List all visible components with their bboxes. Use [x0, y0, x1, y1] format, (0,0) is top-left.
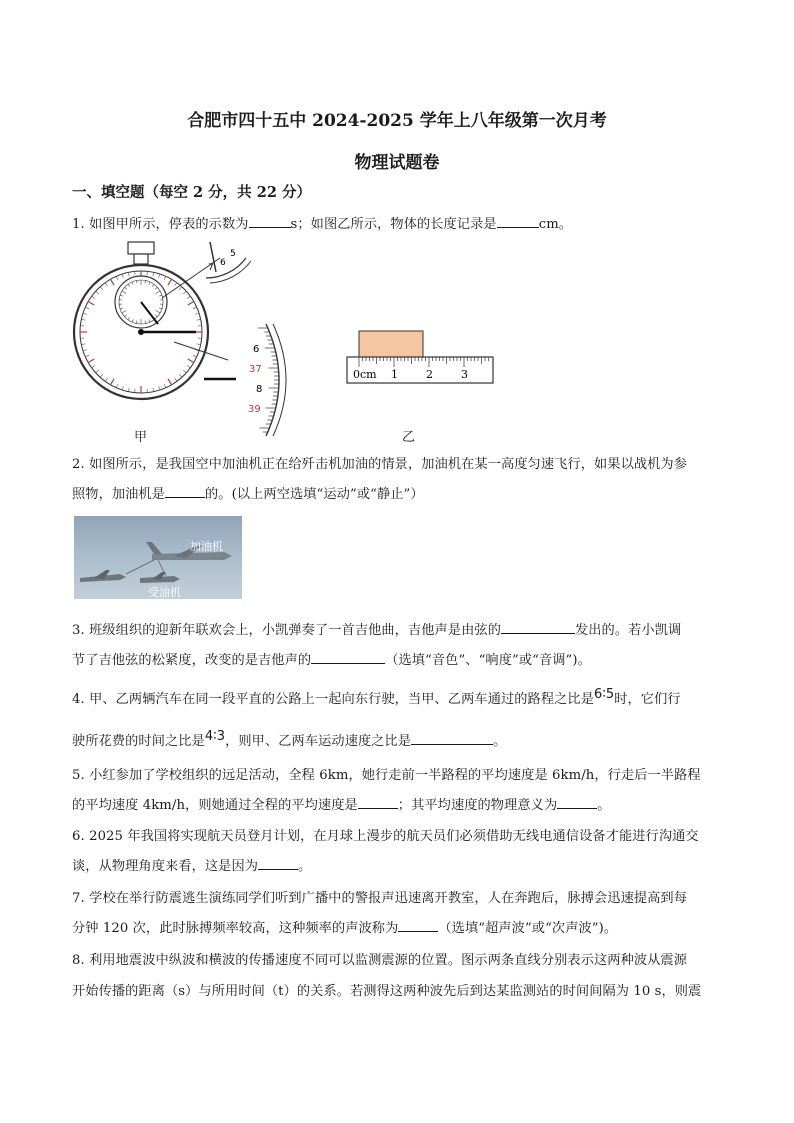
- q6-blank[interactable]: [258, 856, 298, 870]
- question-6-line-2: [72, 855, 724, 874]
- refueling-photo: [74, 516, 242, 599]
- q5-text-a: 的平均速度 4km/h，则她通过全程的平均速度是: [72, 798, 358, 813]
- q3-text-d: （选填“音色”、“响度”或“音调”)。: [385, 653, 591, 668]
- question-7-line-1: 7. 学校在举行防震逃生演练同学们听到广播中的警报声迅速离开教室，人在奔跑后，脉搏会迅速提高到每: [72, 891, 688, 906]
- exam-title: 合肥市四十五中 2024-2025 学年上八年级第一次月考: [187, 111, 607, 131]
- q3-text-c: 节了吉他弦的松紧度，改变的是吉他声的: [72, 653, 312, 668]
- q7-blank[interactable]: [398, 918, 438, 932]
- q6-text-a: 谈，从物理角度来看，这是因为: [72, 859, 259, 874]
- q3-text-a: 3. 班级组织的迎新年联欢会上，小凯弹奏了一首吉他曲，吉他声是由弦的: [72, 623, 501, 638]
- ruler-label-0cm: 0cm: [353, 368, 377, 381]
- question-6-line-1: 6. 2025 年我国将实现航天员登月计划，在月球上漫步的航天员们必须借助无线电通信设备才能进行沟通交: [72, 829, 699, 844]
- q4-text-d: ，则甲、乙两车运动速度之比是: [225, 734, 412, 749]
- section-heading: 一、填空题（每空 2 分，共 22 分）: [72, 184, 311, 201]
- q5-text-c: 。: [597, 798, 611, 813]
- q4-text-b: 时，它们行: [614, 692, 681, 707]
- question-7-line-2: [72, 917, 724, 936]
- figure-label-yi: 乙: [402, 430, 416, 445]
- q7-text-b: （选填“超声波”或“次声波”)。: [438, 921, 618, 936]
- large-dial-label-6: 6: [253, 344, 260, 355]
- q1-blank-1[interactable]: [249, 214, 291, 228]
- question-2-line-1: 2. 如图所示，是我国空中加油机正在给歼击机加油的情景，加油机在某一高度匀速飞行，如果以战机为参: [72, 457, 688, 472]
- stopwatch-crown: [128, 242, 154, 254]
- q3-blank-2[interactable]: [311, 650, 385, 664]
- q4-text-a: 4. 甲、乙两辆汽车在同一段平直的公路上一起向东行驶，当甲、乙两车通过的路程之比是: [72, 692, 594, 707]
- stopwatch-figure: [70, 238, 302, 438]
- q1-blank-2[interactable]: [497, 214, 539, 228]
- large-dial-label-39: 39: [248, 404, 261, 415]
- q2-text-b: 的。(以上两空选填“运动”或“静止”）: [205, 487, 424, 502]
- hand-pivot: [138, 329, 144, 335]
- tanker-tail: [146, 542, 162, 554]
- question-5-line-1: 5. 小红参加了学校组织的远足活动，全程 6km，她行走前一半路程的平均速度是 6km/h，行走后一半路程: [72, 768, 701, 783]
- ruler-label-2: 2: [426, 368, 433, 381]
- magnified-dial-ticks: [258, 328, 279, 432]
- exam-subtitle: 物理试题卷: [354, 153, 440, 173]
- ruler-label-3: 3: [461, 368, 468, 381]
- small-dial-label-5: 5: [230, 249, 236, 259]
- q7-text-a: 分钟 120 次，此时脉搏频率较高，这种频率的声波称为: [72, 921, 399, 936]
- question-8-line-1: 8. 利用地震波中纵波和横波的传播速度不同可以监测震源的位置。图示两条直线分别表示这两种波从震源: [72, 953, 688, 968]
- q1-text-a: 1. 如图甲所示，停表的示数为: [72, 217, 249, 232]
- stopwatch-stem: [134, 254, 148, 264]
- q5-blank-2[interactable]: [557, 795, 597, 809]
- question-2-line-2: [72, 483, 724, 502]
- refueling-hose-1: [126, 560, 154, 574]
- large-dial-label-37: 37: [249, 364, 262, 375]
- large-dial-label-8: 8: [256, 384, 263, 395]
- q3-text-b: 发出的。若小凯调: [574, 623, 682, 638]
- question-3-line-2: [72, 649, 724, 668]
- q1-text-b: s；如图乙所示，物体的长度记录是: [290, 217, 497, 232]
- receiver-label: 受油机: [148, 586, 181, 599]
- q4-text-c: 驶所花费的时间之比是: [72, 734, 205, 749]
- ruler-figure: [345, 328, 495, 388]
- q4-blank[interactable]: [411, 731, 493, 745]
- q6-text-b: 。: [298, 859, 312, 874]
- q2-blank[interactable]: [165, 484, 205, 498]
- question-3-line-1: [72, 619, 724, 638]
- measured-block: [359, 331, 423, 357]
- small-dial-label-7: 7: [208, 263, 214, 273]
- question-5-line-2: [72, 794, 724, 813]
- q5-text-b: ；其平均速度的物理意义为: [397, 798, 558, 813]
- question-1-line: [72, 213, 724, 232]
- q4-text-e: 。: [493, 734, 507, 749]
- q5-blank-1[interactable]: [358, 795, 398, 809]
- tanker-label: 加油机: [190, 540, 223, 553]
- q4-ratio-time: 4∶3: [204, 729, 226, 744]
- q1-text-c: cm。: [538, 217, 573, 232]
- small-dial-label-6: 6: [220, 258, 226, 268]
- question-8-line-2: 开始传播的距离（s）与所用时间（t）的关系。若测得这两种波先后到达某监测站的时间间隔为 10 s，则震: [72, 984, 702, 999]
- ruler-label-1: 1: [391, 368, 398, 381]
- question-4-line-1: [72, 687, 724, 707]
- q4-ratio-distance: 6∶5: [594, 687, 615, 702]
- question-4-line-2: [72, 729, 724, 749]
- q3-blank-1[interactable]: [501, 620, 575, 634]
- figure-label-jia: 甲: [134, 430, 148, 445]
- q2-text-a: 照物，加油机是: [72, 487, 166, 502]
